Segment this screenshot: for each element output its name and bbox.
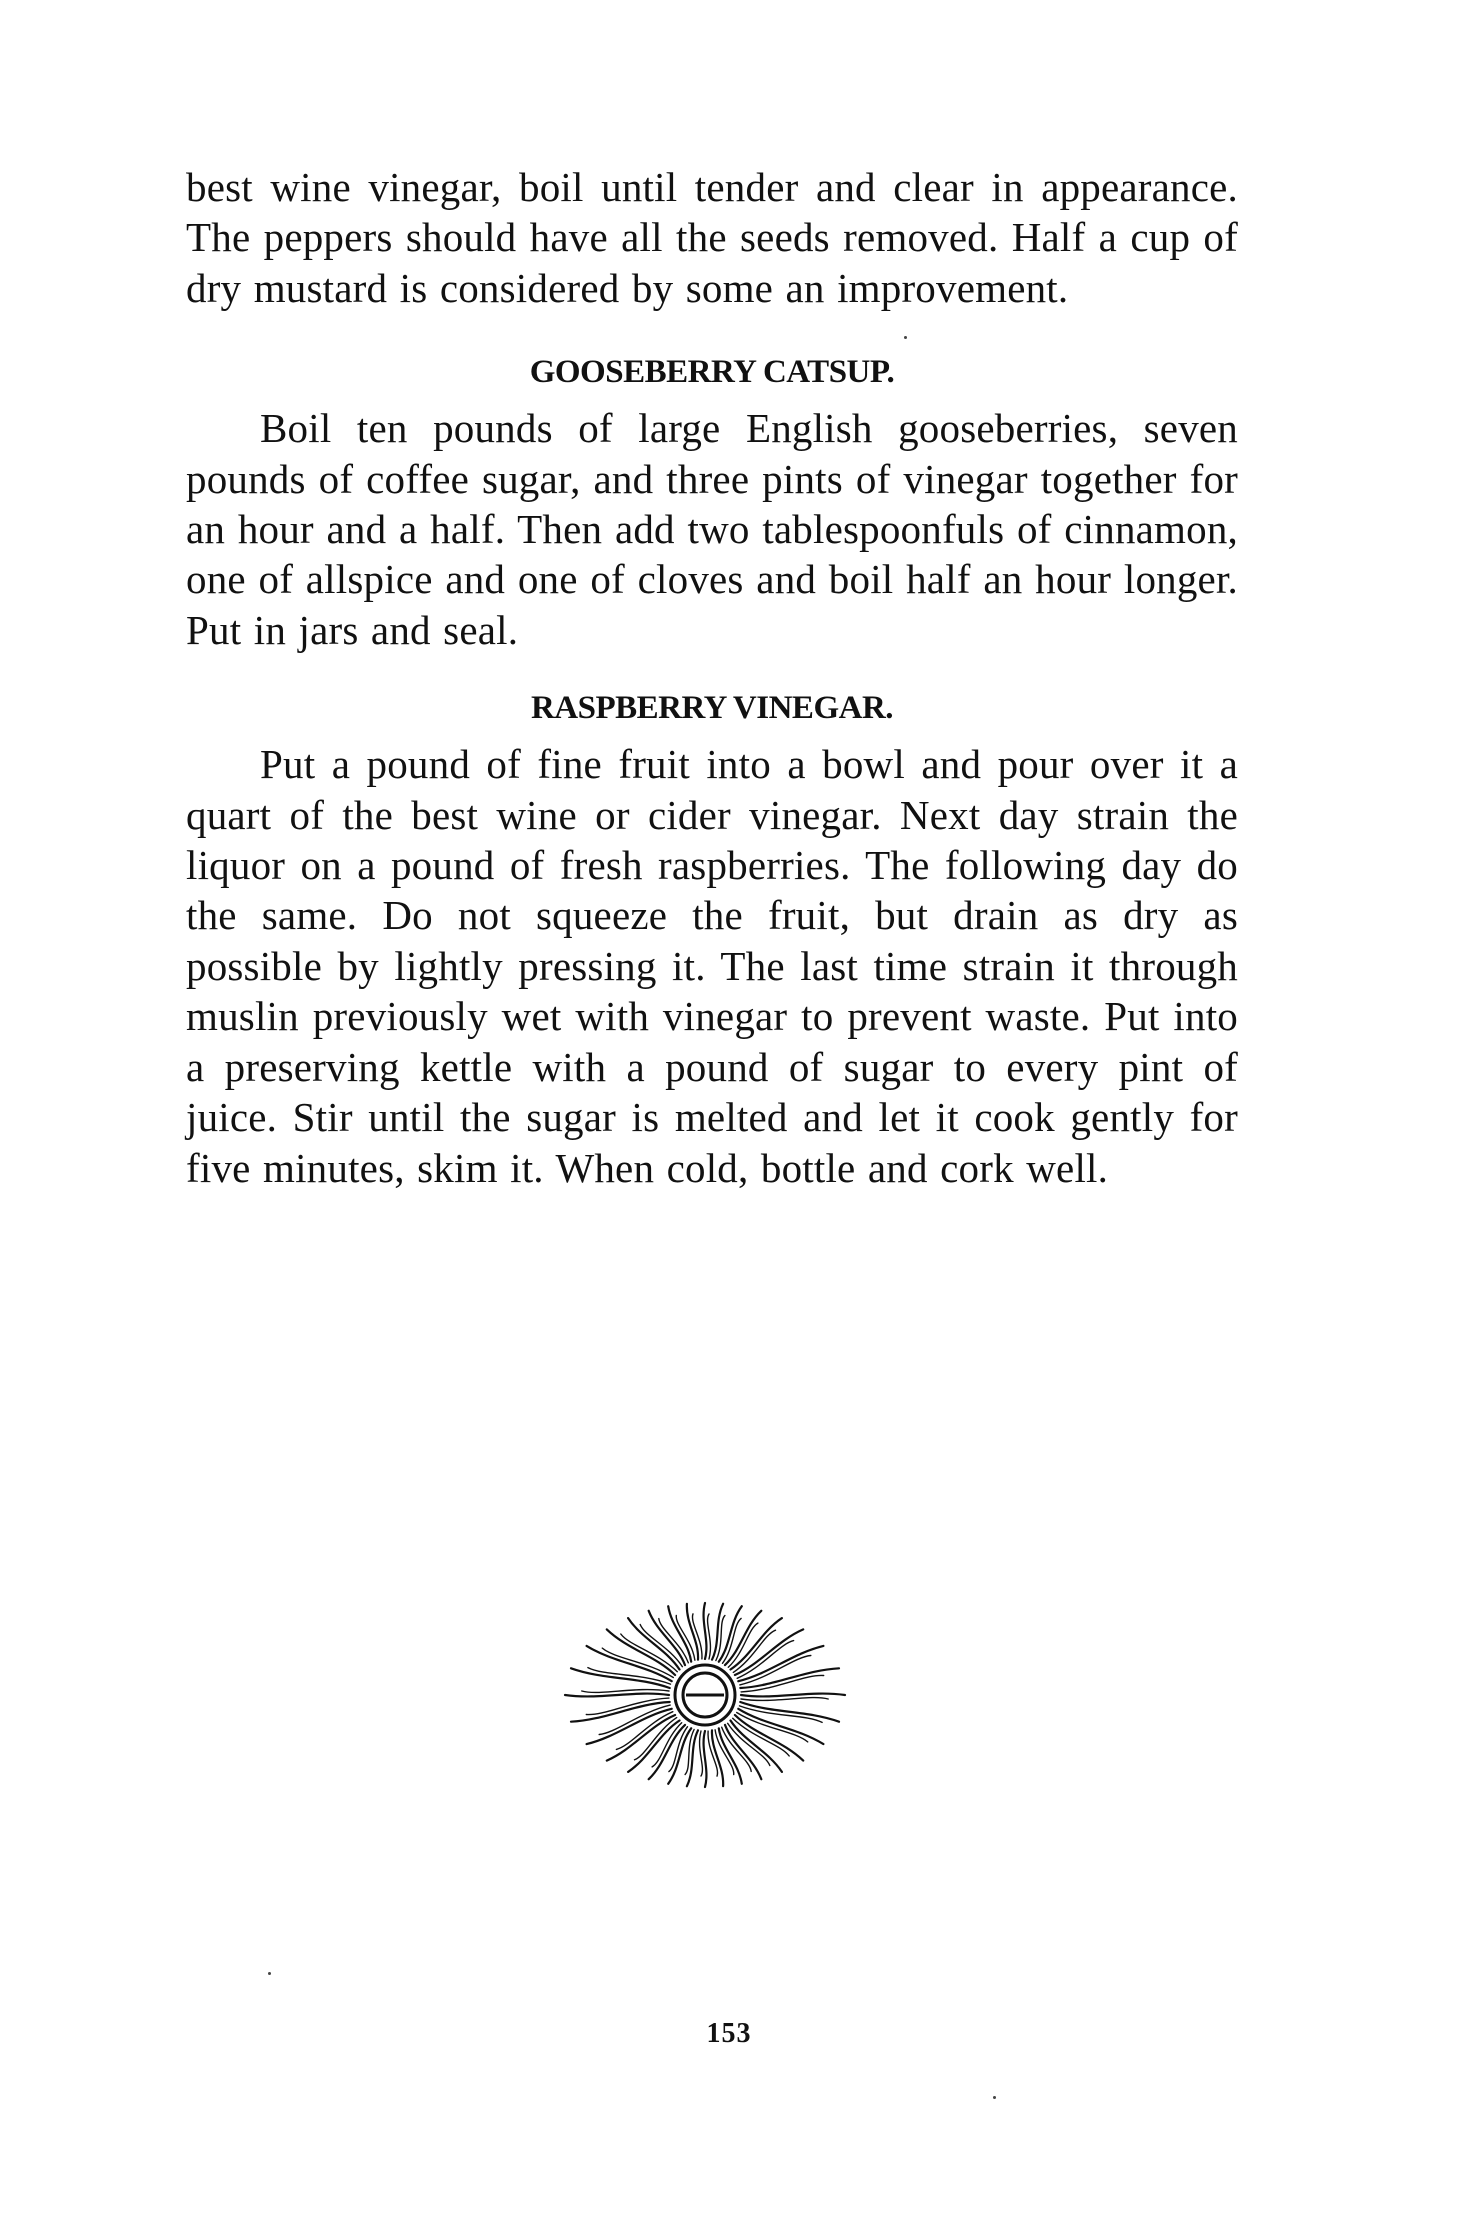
sun-ray [725,1611,761,1665]
scan-speck [904,336,907,339]
sun-ray [725,1725,761,1779]
recipe-body-gooseberry-catsup: Boil ten pounds of large English gooseberries, seven pounds of coffee sugar, and three pints of vinegar together for an hour and a half. Then add two tablespoonfuls of cinnamon, one of allspice and one of cloves and boil half an hour longer. Put in jars and seal. [186,405,1238,653]
sun-ray [649,1725,685,1779]
recipe-body-raspberry-vinegar: Put a pound of fine fruit into a bowl and pour over it a quart of the best wine or cider vinegar. Next day strain the liquor on a pound of fresh raspberries. The following day do the same. Do not squeeze the fruit, but drain as dry as possible by lightly pressing it. The last time strain it through muslin previously wet with vinegar to prevent waste. Put into a preserving kettle with a pound of sugar to every pint of juice. Stir until the sugar is melted and let it cook gently for five minutes, skim it. When cold, bottle and cork well. [186,741,1238,1191]
page-number: 153 [706,2018,752,2049]
recipe-title-raspberry-vinegar: RASPBERRY VINEGAR. [530,690,894,727]
text-block [186,162,1238,1193]
sun-ray [700,1731,703,1776]
sun-ray [649,1611,685,1665]
sun-ray [708,1614,711,1659]
sun-ray [704,1731,707,1787]
sun-ray [737,1641,793,1679]
sun-ray [728,1623,758,1667]
sun-ray [586,1698,669,1714]
sun-ray [565,1694,669,1697]
sun-ornament-icon [560,1590,850,1800]
sun-ray [741,1675,824,1691]
scan-speck [268,1972,271,1975]
sun-ray [582,1690,669,1693]
sun-ray [571,1668,670,1688]
sun-ray [616,1712,672,1750]
scan-speck [993,2096,996,2099]
sun-ray [741,1698,828,1701]
sun-ray [704,1603,707,1659]
recipe-title-gooseberry-catsup: GOOSEBERRY CATSUP. [529,354,895,391]
continuation-paragraph: best wine vinegar, boil until tender and clear in appearance. The peppers should have all the seeds removed. Half a cup of dry mustard is considered by some an improvement. [186,164,1238,311]
sun-ray [740,1702,839,1722]
sun-ray [571,1702,670,1722]
sun-ray [652,1723,682,1767]
sun-ray [741,1694,845,1697]
sun-ray [740,1668,839,1688]
